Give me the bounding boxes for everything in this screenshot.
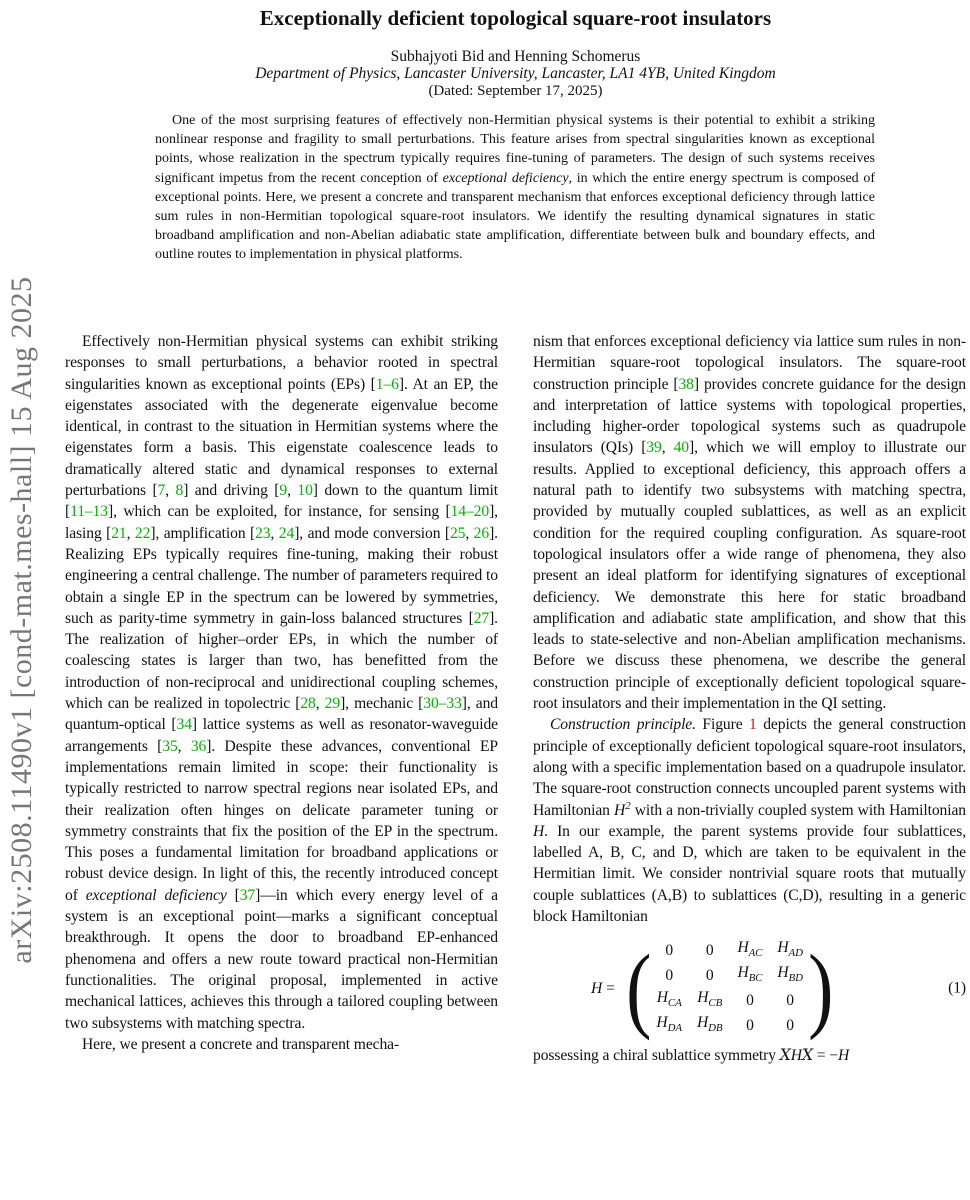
citation-link[interactable]: 29: [324, 695, 341, 713]
text-segment: One of the most surprising features of effectively non-Hermitian physical systems is their potential to exhibit a striking nonlinear response and fragility to small perturbations. This feature arises from spectral singularities known as exceptional points, whose realization in the spectrum typically requires fine-tuning of parameters. The design of such systems receives significant impetus from the recent conception of: [155, 113, 875, 186]
text-segment: exceptional deficiency: [442, 170, 569, 186]
matrix-cell: $H_{BC}$: [737, 964, 763, 985]
citation-link[interactable]: 40: [673, 439, 689, 457]
text-segment: ,: [165, 482, 176, 500]
right-column: [533, 331, 966, 1067]
text-segment: ,: [465, 524, 474, 542]
text-segment: , in which the entire energy spectrum is composed of exceptional points. Here, we present a concrete and transparent mechanism that enforces exceptional deficiency through lattice sum rules in non-Hermitian topological square-root insulators. We identify the resulting dynamical signatures in static broadband amplification and non-Abelian adiabatic state amplification, differentiate between bulk and boundary effects, and outline routes to implementation in physical platforms.: [155, 170, 875, 263]
citation-link[interactable]: 37: [239, 886, 256, 904]
matrix-cell: $H_{DA}$: [656, 1014, 682, 1035]
matrix-cell: 0: [786, 1016, 794, 1034]
text-segment: H: [614, 801, 626, 819]
text-segment: ], lasing [: [65, 503, 498, 542]
paragraph-construction-principle: [533, 714, 966, 927]
matrix-cell: $H_{DB}$: [696, 1014, 723, 1035]
matrix-cell: $H_{CB}$: [697, 989, 723, 1010]
paragraph-continuation: [533, 331, 966, 714]
text-segment: ,: [177, 737, 191, 755]
matrix-cell: 0: [665, 966, 674, 984]
matrix-cell: 0: [746, 991, 754, 1009]
matrix-cell: 0: [705, 966, 714, 984]
figure-ref-link[interactable]: 1: [749, 716, 757, 734]
text-segment: H: [837, 1047, 850, 1065]
citation-link[interactable]: 10: [297, 482, 313, 500]
paper-content: [65, 0, 966, 1200]
matrix-cell: $H_{CA}$: [656, 989, 682, 1010]
date-line: (Dated: September 17, 2025): [428, 83, 603, 99]
citation-link[interactable]: 27: [473, 609, 490, 627]
text-segment: ], which we will employ to illustrate our results. Applied to exceptional deficiency, this approach offers a natural path to identify two subsystems with matching spectra, provided by mutually coupled sublattices, as well as an explicit condition for the required coupling configuration. As square-root topological insulators offer a wide range of phenomena, they also present an ideal platform for identifying signatures of exceptional deficiency. We demonstrate this here for static broadband amplification and adiabatic state amplification, and show that this leads to state-selective and non-Abelian amplification mechanisms. Before we discuss these phenomena, we describe the general construction principle of exceptionally deficient topological square-root insulators and their implementation in the QI setting.: [533, 439, 966, 713]
text-segment: X: [779, 1046, 791, 1065]
text-segment: ] down to the quantum limit [: [65, 482, 498, 521]
text-segment: ], and mode conversion [: [294, 524, 450, 542]
text-segment: ,: [126, 524, 135, 542]
citation-link[interactable]: 26: [473, 524, 490, 542]
paragraph-chiral-symmetry: [533, 1045, 966, 1066]
paragraph-intro: [65, 331, 498, 1034]
text-segment: ], which can be exploited, for instance, for sensing [: [108, 503, 451, 521]
text-segment: ]—in which every energy level of a system is an exceptional point—marks a significant conceptual breakthrough. It opens the door to broadband EP-enhanced phenomena and offers a new route toward practical non-Hermitian functionalities. The original proposal, implemented in active mechanical lattices, achieves this through a tailored coupling between two subsystems with matching spectra.: [65, 886, 498, 1032]
citation-link[interactable]: 9: [279, 482, 288, 500]
citation-link[interactable]: 11–13: [70, 503, 108, 521]
text-segment: 2: [625, 799, 631, 812]
text-segment: Here, we present a concrete and transparent mecha-: [82, 1035, 400, 1053]
citation-link[interactable]: 34: [176, 716, 192, 734]
text-segment: H: [533, 822, 545, 840]
text-segment: ,: [315, 695, 325, 713]
citation-link[interactable]: 38: [678, 375, 694, 393]
authors-line: Subhajyoti Bid and Henning Schomerus: [390, 48, 641, 65]
text-segment: ,: [287, 482, 298, 500]
hamiltonian-matrix: [654, 938, 804, 1038]
citation-link[interactable]: 36: [190, 737, 207, 755]
citation-link[interactable]: 23: [255, 524, 271, 542]
citation-link[interactable]: 39: [646, 439, 662, 457]
text-segment: H: [790, 1047, 802, 1065]
citation-link[interactable]: 1–6: [375, 375, 399, 393]
paper-title: Exceptionally deficient topological square-root insulators: [259, 6, 772, 30]
citation-link[interactable]: 8: [175, 482, 184, 500]
citation-link[interactable]: 7: [157, 482, 166, 500]
matrix-cell: $H_{BD}$: [777, 964, 803, 985]
matrix-cell: 0: [665, 941, 674, 959]
paragraph-here-we-present: [65, 1034, 498, 1055]
text-segment: possessing a chiral sublattice symmetry: [533, 1047, 780, 1065]
text-segment: ] and driving [: [183, 482, 280, 500]
text-segment: Construction principle.: [550, 716, 696, 734]
text-segment: nism that enforces exceptional deficiency via lattice sum rules in non-Hermitian square-root topological insulators. The square-root construction principle [: [533, 333, 966, 393]
right-paren: ): [808, 935, 834, 1042]
text-segment: X: [801, 1046, 813, 1065]
text-segment: with a non-trivially coupled system with Hamiltonian: [630, 801, 966, 819]
text-segment: ,: [661, 439, 674, 457]
citation-link[interactable]: 35: [162, 737, 178, 755]
text-segment: [: [226, 886, 240, 904]
matrix-cell: $H_{AC}$: [737, 939, 763, 960]
text-segment: Effectively non-Hermitian physical systems can exhibit striking responses to small perturbations, a behavior rooted in spectral singularities known as exceptional points (EPs) [: [65, 333, 498, 393]
text-segment: ]. Realizing EPs typically requires fine-tuning, making their robust engineering a central challenge. The number of parameters required to obtain a single EP in the spectrum can be lowered by symmetries, such as parity-time symmetry in gain-loss balanced structures [: [65, 524, 498, 627]
matrix-cell: 0: [786, 991, 794, 1009]
affiliation-line: Department of Physics, Lancaster University, Lancaster, LA1 4YB, United Kingdom: [255, 65, 776, 82]
citation-link[interactable]: 25: [449, 524, 466, 542]
citation-link[interactable]: 30–33: [423, 695, 462, 713]
equation-1: [591, 935, 966, 1042]
text-segment: ]. At an EP, the eigenstates associated with the degenerate eigenvalue become identical, in contrast to the situation in Hermitian systems where the eigenstates form a basis. This eigenstate coalescence leads to dramatically altered static and dynamical responses to external perturbations [: [65, 375, 498, 500]
text-segment: exceptional deficiency: [85, 886, 227, 904]
text-segment: = −: [812, 1047, 838, 1065]
left-column: [65, 331, 498, 1055]
text-segment: ] lattice systems as well as resonator-waveguide arrangements [: [65, 716, 498, 755]
citation-link[interactable]: 24: [278, 524, 295, 542]
citation-link[interactable]: 21: [111, 524, 127, 542]
citation-link[interactable]: 14–20: [450, 503, 490, 521]
text-segment: ,: [270, 524, 279, 542]
text-segment: ], amplification [: [150, 524, 256, 542]
equation-lhs: H =: [591, 979, 615, 997]
text-segment: ] provides concrete guidance for the design and interpretation of lattice systems with topological properties, including higher-order topological systems such as quadrupole insulators (QIs) [: [533, 375, 966, 457]
abstract: [155, 111, 875, 265]
text-segment: ], and quantum-optical [: [65, 695, 498, 734]
left-paren: (: [626, 935, 652, 1042]
text-segment: ]. The realization of higher–order EPs, in which the number of coalescing states is larger than two, has benefitted from the introduction of non-reciprocal and unidirectional coupling schemes, which can be realized in topolectric [: [65, 609, 498, 713]
text-segment: . In our example, the parent systems provide four sublattices, labelled A, B, C, and D, which are taken to be equivalent in the Hermitian limit. We consider nontrivial square roots that mutually couple sublattices (A,B) to sublattices (C,D), resulting in a generic block Hamiltonian: [533, 822, 966, 926]
arxiv-watermark: arXiv:2508.11490v1 [cond-mat.mes-hall] 15 Aug 2025: [5, 276, 38, 964]
matrix-cell: $H_{AD}$: [777, 939, 803, 960]
citation-link[interactable]: 22: [134, 524, 151, 542]
matrix-cell: 0: [746, 1016, 754, 1034]
text-segment: Figure: [695, 716, 750, 734]
text-segment: ], mechanic [: [340, 695, 424, 713]
citation-link[interactable]: 28: [300, 695, 316, 713]
equation-number: (1): [948, 979, 966, 997]
matrix-cell: 0: [705, 941, 714, 959]
text-segment: ]. Despite these advances, conventional EP implementations remain limited in scope: their functionality is typically restricted to narrow spectral regions near isolated EPs, and their realization often hinges on delicate parameter tuning or symmetry constraints that fix the position of the EP in the spectrum. This poses a fundamental limitation for broadband applications or robust device design. In light of this, the recently introduced concept of: [65, 737, 498, 904]
text-segment: depicts the general construction principle of exceptionally deficient topological square-root insulators, along with a specific implementation based on a quadrupole insulator. The square-root construction connects uncoupled parent systems with Hamiltonian: [533, 716, 966, 819]
